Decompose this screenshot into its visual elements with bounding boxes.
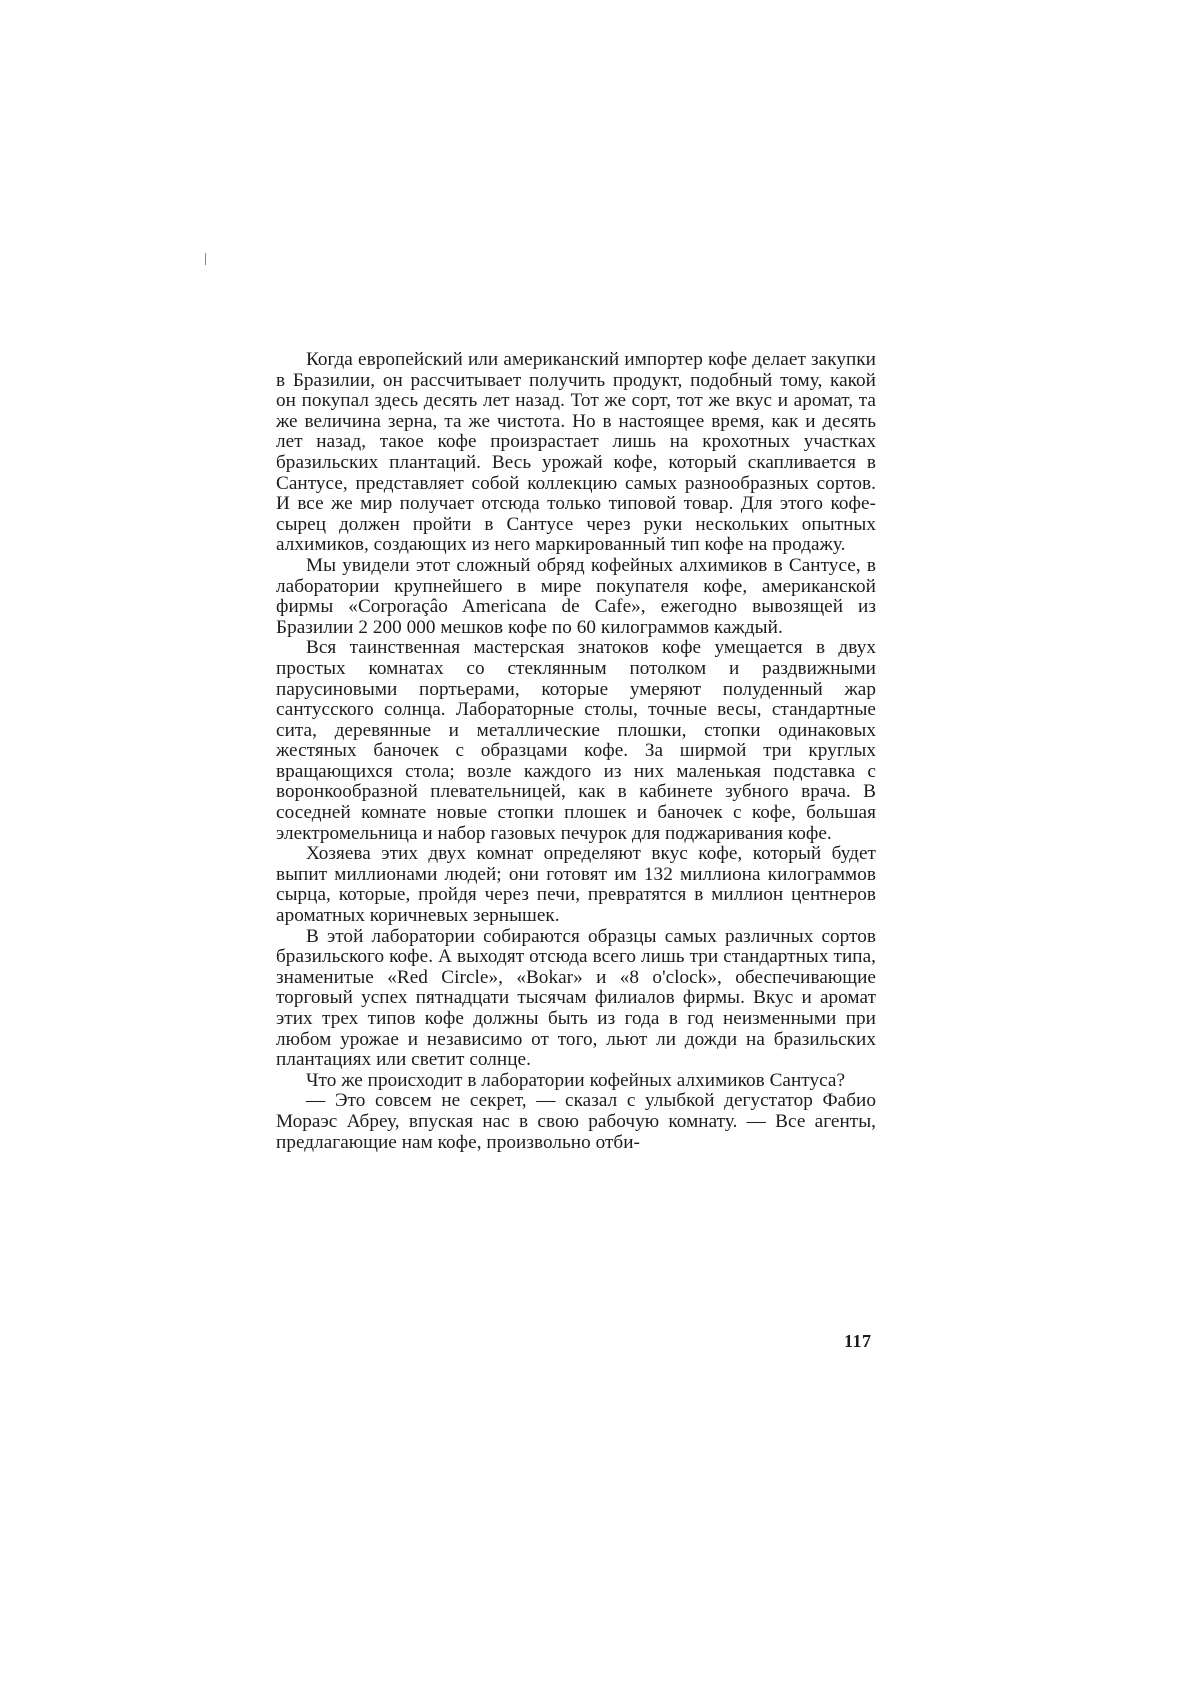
margin-mark: [205, 253, 206, 265]
paragraph-6: Что же происходит в лаборатории кофейных алхимиков Сантуса?: [306, 1069, 846, 1091]
paragraph-1: Когда европейский или американский импортер кофе делает закупки в Бразилии, он рассчитывает получить продукт, подобный тому, какой он покупал здесь десять лет назад. Тот же сорт, тот же вкус и аромат, та же величина зерна, та же чистота. Но в настоящее время, как и десять лет назад, такое кофе произрастает лишь на крохотных участках бразильских плантаций. Весь урожай кофе, который скапливается в Сантусе, представляет собой коллекцию самых разнообразных сортов. И все же мир получает отсюда только типовой товар. Для этого кофе-сырец должен пройти в Сантусе через руки нескольких опытных алхимиков, создающих из него маркированный тип кофе на продажу.: [276, 349, 876, 556]
paragraph-3: Вся таинственная мастерская знатоков кофе умещается в двух простых комнатах со стеклянным потолком и раздвижными парусиновыми портьерами, которые умеряют полуденный жар сантусского солнца. Лабораторные столы, точные весы, стандартные сита, деревянные и металлические плошки, стопки одинаковых жестяных баночек с образцами кофе. За ширмой три круглых вращающихся стола; возле каждого из них маленькая подставка с воронкообразной плевательницей, как в кабинете зубного врача. В соседней комнате новые стопки плошек и баночек с кофе, большая электромельница и набор газовых печурок для поджаривания кофе.: [276, 637, 876, 844]
page-number: 117: [844, 1331, 872, 1351]
paragraph-4: Хозяева этих двух комнат определяют вкус кофе, который будет выпит миллионами людей; они готовят им 132 миллиона килограммов сырца, которые, пройдя через печи, превратятся в миллион центнеров ароматных коричневых зернышек.: [276, 843, 876, 927]
paragraph-5: В этой лаборатории собираются образцы самых различных сортов бразильского кофе. А выходят отсюда всего лишь три стандартных типа, знаменитые «Red Circle», «Bokar» и «8 o'clock», обеспечивающие торговый успех пятнадцати тысячам филиалов фирмы. Вкус и аромат этих трех типов кофе должны быть из года в год неизменными при любом урожае и независимо от того, льют ли дожди на бразильских плантациях или светит солнце.: [276, 925, 876, 1071]
paragraph-7: — Это совсем не секрет, — сказал с улыбкой дегустатор Фабио Мораэс Абреу, впуская нас в свою рабочую комнату. — Все агенты, предлагающие нам кофе, произвольно отби-: [276, 1090, 876, 1153]
paragraph-2: Мы увидели этот сложный обряд кофейных алхимиков в Сантусе, в лаборатории крупнейшего в мире покупателя кофе, американской фирмы «Corporaçâo Americana de Cafe», ежегодно вывозящей из Бразилии 2 200 000 мешков кофе по 60 килограммов каждый.: [276, 554, 876, 638]
body-text: [276, 350, 876, 1153]
